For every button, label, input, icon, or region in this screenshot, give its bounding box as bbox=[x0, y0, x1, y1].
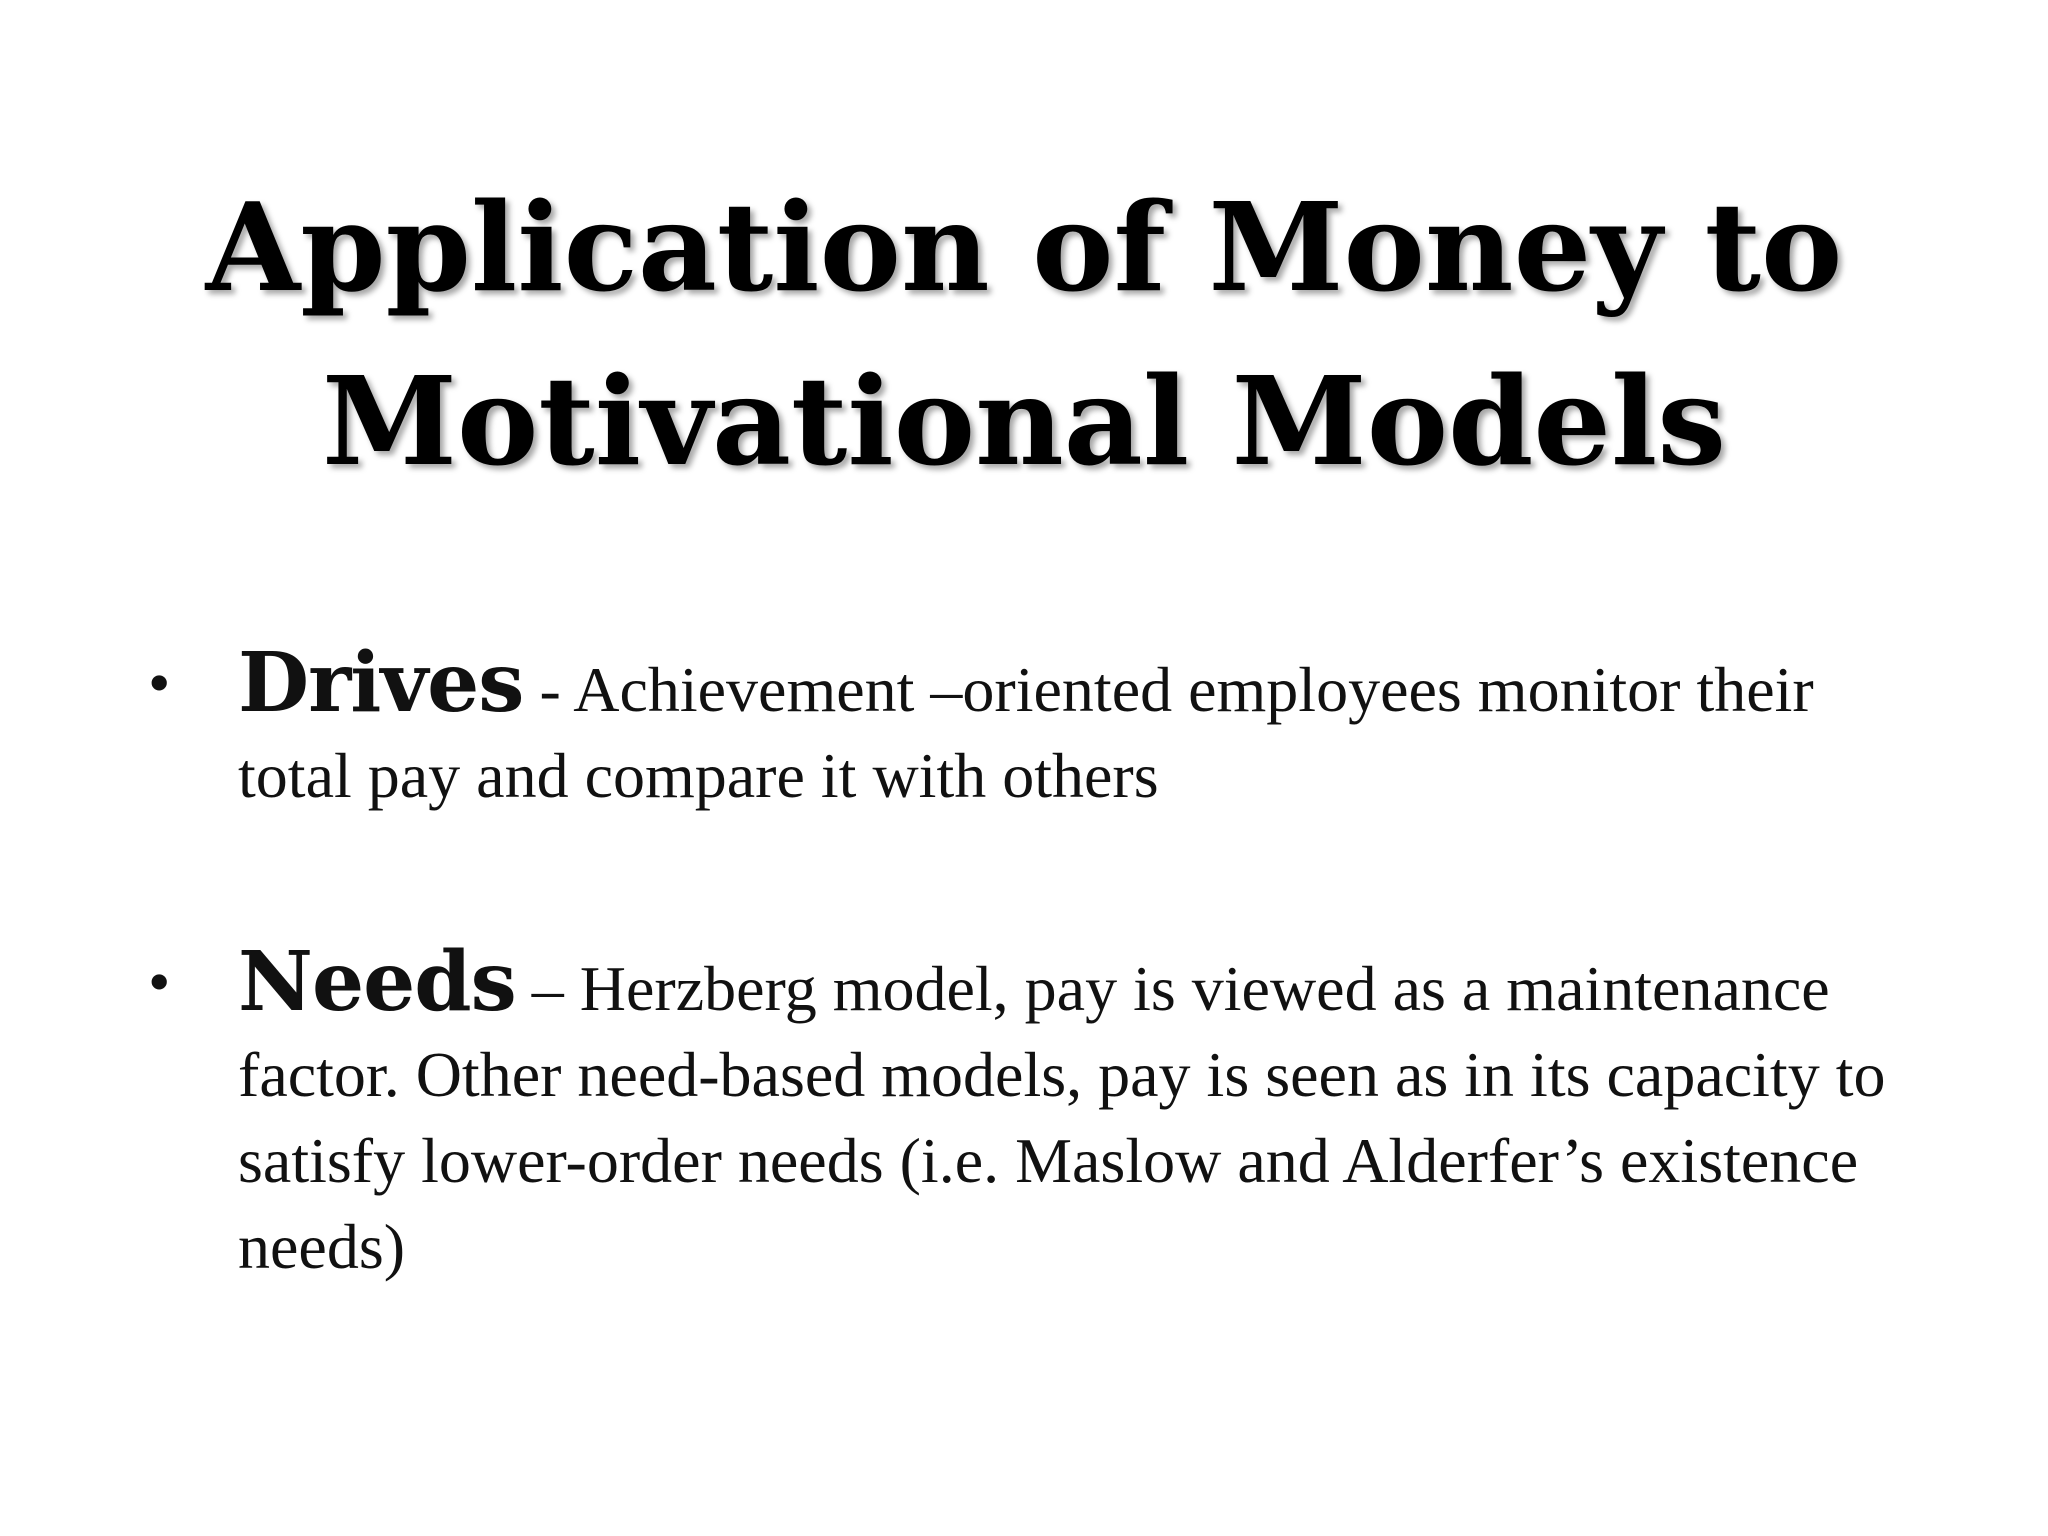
bullet-text-drives: - Achievement –oriented employees monitor their total pay and compare it with others bbox=[238, 654, 1814, 811]
bullet-icon: • bbox=[148, 946, 171, 1017]
title-line-2: Motivational Models bbox=[321, 349, 1727, 493]
bullet-item-drives bbox=[148, 635, 1908, 819]
slide-title bbox=[120, 160, 1928, 508]
bullet-term-needs: Needs bbox=[238, 934, 516, 1030]
bullet-icon: • bbox=[148, 647, 171, 718]
bullet-list bbox=[148, 635, 1908, 1410]
title-line-1: Application of Money to bbox=[205, 175, 1843, 319]
bullet-text-needs: – Herzberg model, pay is viewed as a maintenance factor. Other need-based models, pay is seen as in its capacity to satisfy lower-order needs (i.e. Maslow and Alderfer’s existence needs) bbox=[238, 953, 1886, 1282]
bullet-term-drives: Drives bbox=[238, 635, 524, 731]
bullet-item-needs bbox=[148, 934, 1908, 1290]
